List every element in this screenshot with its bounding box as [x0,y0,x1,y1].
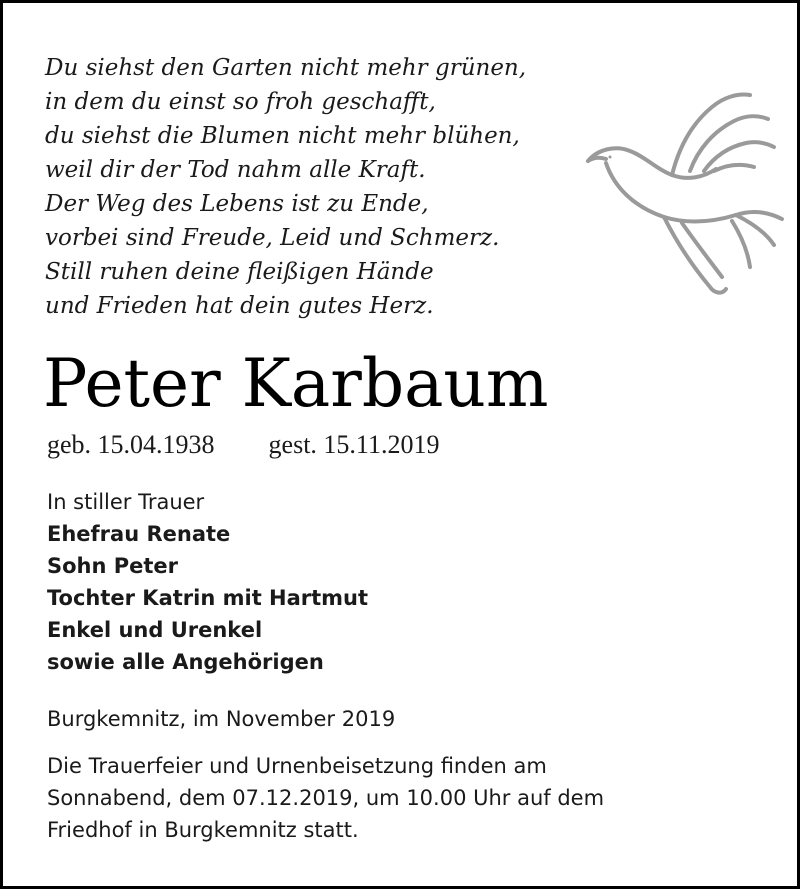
mourner-name: Enkel und Urenkel [47,618,263,642]
poem-line: Der Weg des Lebens ist zu Ende, [45,191,429,217]
service-line: Die Trauerfeier und Urnenbeisetzung finden am [47,754,547,778]
service-line: Friedhof in Burgkemnitz statt. [47,818,359,842]
poem-line: weil dir der Tod nahm alle Kraft. [45,157,426,183]
mourner-name: sowie alle Angehörigen [47,650,324,674]
dove-icon [586,91,786,301]
poem-line: du siehst die Blumen nicht mehr blühen, [45,123,520,149]
birth-date: geb. 15.04.1938 [47,430,215,459]
mourner-name: Sohn Peter [47,554,179,578]
poem-line: und Frieden hat dein gutes Herz. [45,293,434,319]
poem-line: vorbei sind Freude, Leid und Schmerz. [45,225,500,251]
place-date: Burgkemnitz, im November 2019 [47,707,396,731]
deceased-name: Peter Karbaum [43,345,549,422]
mourner-name: Ehefrau Renate [47,522,231,546]
mourning-intro: In stiller Trauer [47,490,205,514]
poem-line: Du siehst den Garten nicht mehr grünen, [45,55,527,81]
poem-line: Still ruhen deine fleißigen Hände [45,259,434,285]
mourner-name: Tochter Katrin mit Hartmut [47,586,369,610]
service-notice [47,750,604,846]
service-line: Sonnabend, dem 07.12.2019, um 10.00 Uhr auf dem [47,786,605,810]
poem [45,51,526,323]
mourners-block [47,486,368,678]
mourner-list [47,518,368,678]
poem-line: in dem du einst so froh geschafft, [45,89,436,115]
life-dates [47,428,439,462]
death-date: gest. 15.11.2019 [268,430,440,459]
